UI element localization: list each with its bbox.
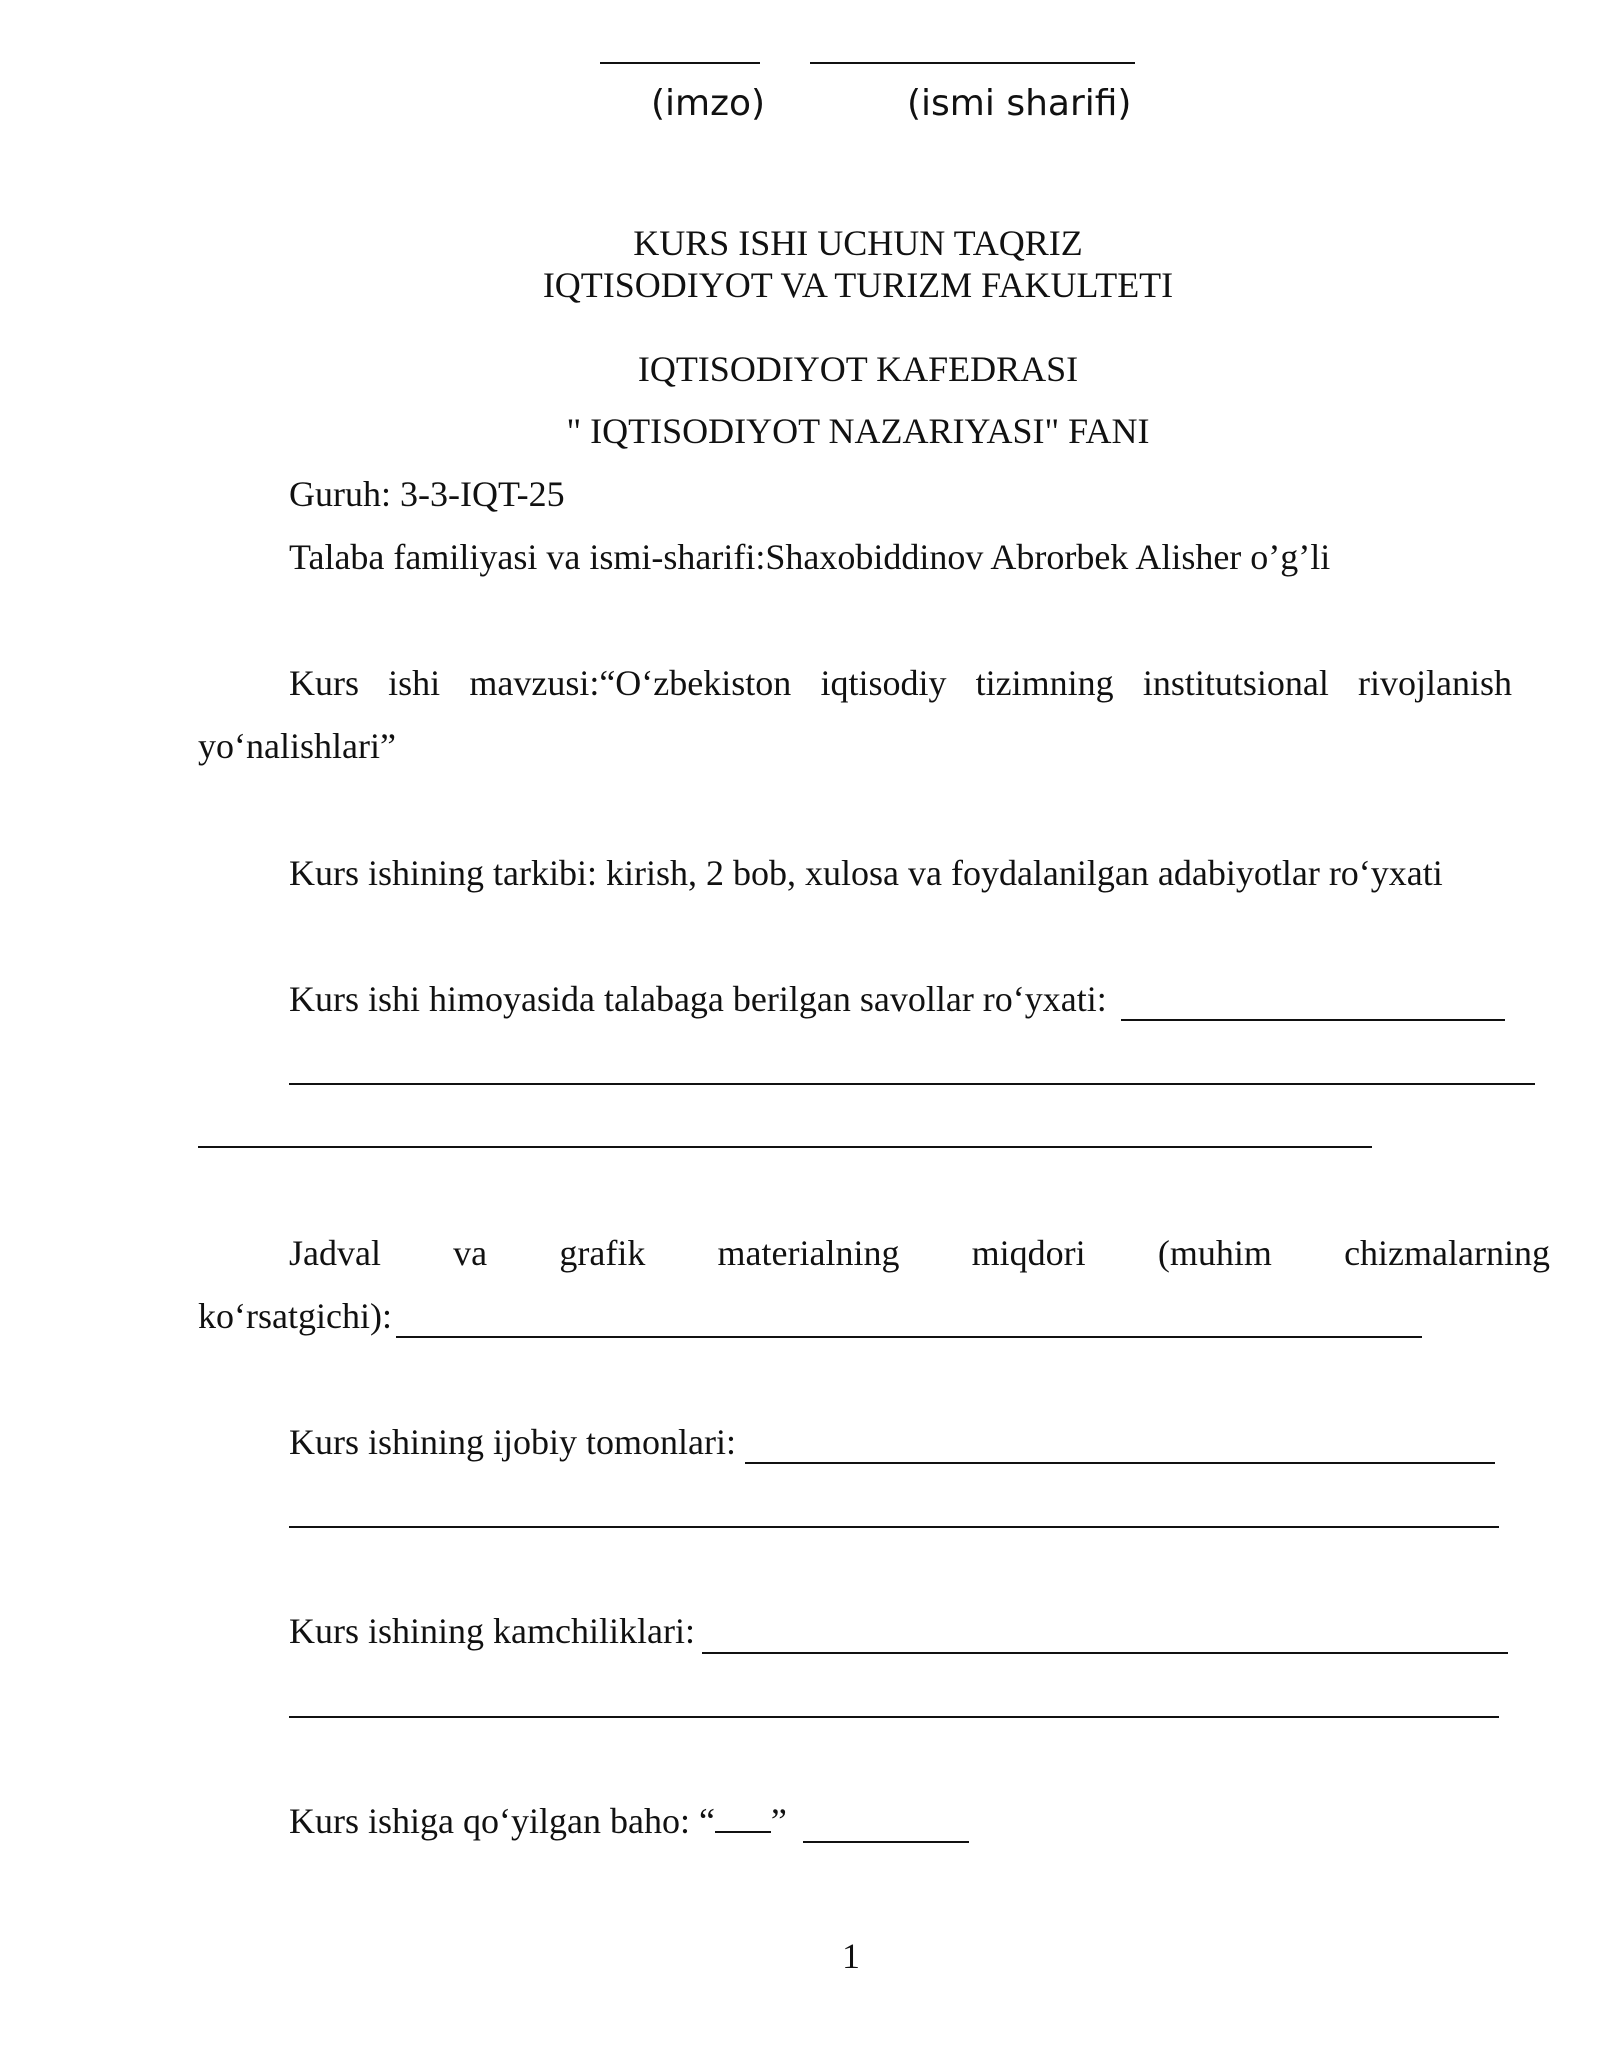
tables-word: materialning — [717, 1233, 900, 1273]
structure-field: Kurs ishining tarkibi: kirish, 2 bob, xulosa va foydalanilgan adabiyotlar ro‘yxati — [289, 853, 1443, 893]
subject-name: " IQTISODIYOT NAZARIYASI" FANI — [566, 411, 1150, 451]
topic-word: mavzusi:“O‘zbekiston — [469, 663, 792, 703]
tables-word: Jadval — [289, 1233, 381, 1273]
document-title: KURS ISHI UCHUN TAQRIZ — [633, 223, 1083, 263]
topic-continuation: yo‘nalishlari” — [198, 726, 396, 766]
group-field: Guruh: 3-3-IQT-25 — [289, 474, 565, 514]
topic-word: iqtisodiy — [820, 663, 947, 703]
grade-label: Kurs ishiga qo‘yilgan baho: “ — [289, 1801, 715, 1841]
grade-line — [289, 1800, 787, 1843]
tables-word: grafik — [559, 1233, 646, 1273]
positives-label: Kurs ishining ijobiy tomonlari: — [289, 1422, 736, 1462]
questions-answer-line[interactable] — [198, 1146, 1372, 1148]
topic-word: ishi — [388, 663, 441, 703]
grade-score-blank[interactable] — [715, 1831, 771, 1833]
questions-label: Kurs ishi himoyasida talabaga berilgan savollar ro‘yxati: — [289, 979, 1107, 1019]
grade-close-quote: ” — [770, 1801, 787, 1841]
tables-word: chizmalarning — [1344, 1233, 1550, 1273]
tables-continuation: ko‘rsatgichi): — [198, 1296, 392, 1336]
tables-word: miqdori — [971, 1233, 1086, 1273]
grade-word-line[interactable] — [803, 1841, 969, 1843]
signature-line — [600, 62, 760, 64]
tables-word: va — [453, 1233, 488, 1273]
tables-answer-line[interactable] — [396, 1336, 1422, 1338]
positives-answer-line[interactable] — [289, 1526, 1499, 1528]
signature-label: (imzo) — [651, 83, 766, 124]
tables-word: (muhim — [1157, 1233, 1272, 1273]
shortcomings-label: Kurs ishining kamchiliklari: — [289, 1611, 695, 1651]
topic-word: tizimning — [975, 663, 1114, 703]
department-name: IQTISODIYOT KAFEDRASI — [637, 349, 1079, 389]
topic-word: institutsional — [1142, 663, 1329, 703]
topic-word: rivojlanish — [1358, 663, 1512, 703]
page-number: 1 — [842, 1936, 860, 1976]
questions-answer-line[interactable] — [1121, 1019, 1505, 1021]
topic-word: Kurs — [289, 663, 359, 703]
name-label: (ismi sharifi) — [907, 83, 1132, 124]
tables-line — [289, 1232, 1550, 1275]
topic-line — [289, 662, 1512, 705]
shortcomings-answer-line[interactable] — [289, 1716, 1499, 1718]
student-field: Talaba familiyasi va ismi-sharifi:Shaxobiddinov Abrorbek Alisher o’g’li — [289, 537, 1331, 577]
faculty-name: IQTISODIYOT VA TURIZM FAKULTETI — [542, 265, 1174, 305]
name-line — [810, 62, 1135, 64]
shortcomings-answer-line[interactable] — [702, 1652, 1508, 1654]
questions-answer-line[interactable] — [289, 1083, 1535, 1085]
positives-answer-line[interactable] — [745, 1462, 1495, 1464]
